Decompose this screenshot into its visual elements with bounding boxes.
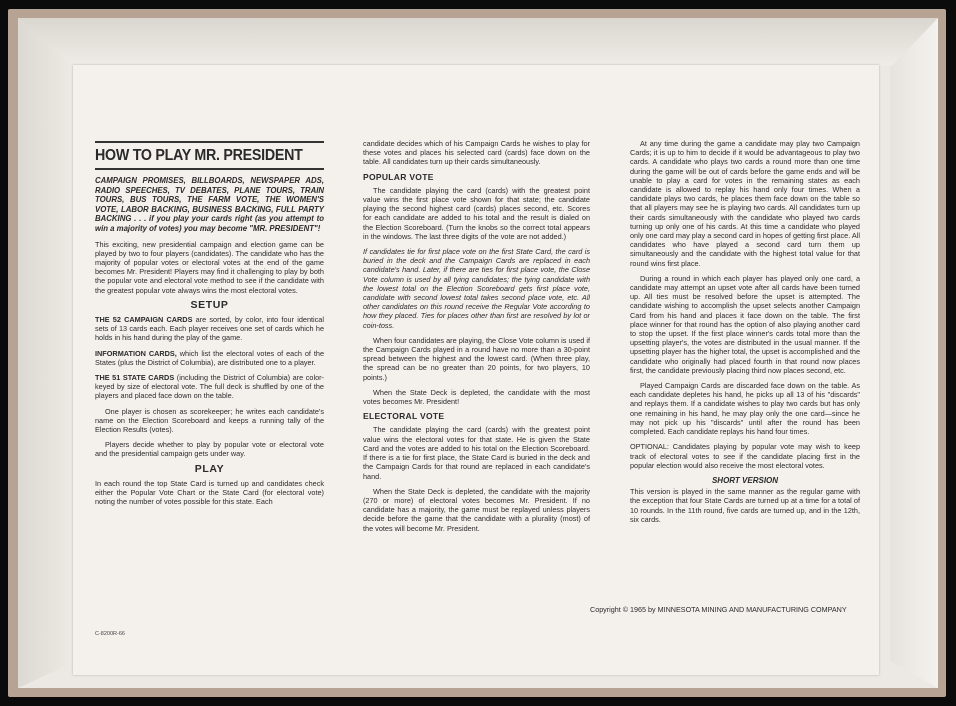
popular-vote-p2: If candidates tie for first place vote on the first State Card, the card is buried in the deck and the Campaign Cards are replaced in each candidate's hand. Later, if there are ties for first place vote, the Close Vote column is used by all tying candidates; the tying candidate with the lowest total on the Election Scoreboard gets first place vote, candidate with second lowest total takes second place vote, etc. All other candidates on this round receive the Regular Vote according to how they placed. Ties for places other than first are resolved by lot or coin-toss. [363,247,590,330]
setup-state-text: (including the District of Columbia) are color-keyed by size of electoral vote. The full deck is shuffled by one of the players and placed face down on the table. [95,373,324,401]
setup-info-text: which list the electoral votes of each of the States (plus the District of Columbia), are distributed one to a player. [95,348,325,367]
print-code: C-8200R-66 [95,631,125,637]
setup-campaign-label: THE 52 CAMPAIGN CARDS [95,314,193,324]
setup-state-cards [95,373,324,401]
column-2 [363,139,590,539]
play-heading: PLAY [194,462,225,475]
setup-scorekeeper: One player is chosen as scorekeeper; he writes each candidate's name on the Election Scoreboard and keeps a running tally of the Election Results (votes). [95,406,324,435]
electoral-vote-p2: When the State Deck is depleted, the candidate with the majority (270 or more) of electoral votes becomes Mr. President. If no candidate has a majority, the game must be replayed unless players decide before the game that the candidate with a plurality (most) of the votes will become Mr. President. [363,486,590,533]
page-title: HOW TO PLAY MR. PRESIDENT [95,147,303,164]
box-wall-left [18,18,76,688]
popular-vote-heading: POPULAR VOTE [363,171,434,182]
box-wall-top [18,18,938,66]
setup-state-label: THE 51 STATE CARDS [95,373,175,382]
electoral-vote-heading: ELECTORAL VOTE [363,411,445,422]
setup-campaign-text: are sorted, by color, into four identical sets of 13 cards each. Each player receives one set of cards which he holds in his hand during the play of the game. [95,314,324,343]
upset-vote-rule: During a round in which each player has played only one card, a candidate may attempt an upset vote after all cards have been turned up. All ties must be resolved before the upset is attempted. The candidate wishing to accomplish the upset selects another Campaign Card from his hand and places it face down on the table. The first place winner for that round has the option of also playing another card to stop the upset. If the first place winner's cards total more than the upsetting player's, the votes are distributed in the usual manner. If the upsetting player has the higher total, the upset is accomplished and the candidate who originally had placed fourth in that round now places first, the candidate previously placing third now places second, etc. [630,273,860,375]
column-3 [630,139,860,530]
rules-sheet [73,65,879,675]
title-rule-bottom [95,168,324,170]
popular-vote-p4: When the State Deck is depleted, the candidate with the most votes becomes Mr. President! [363,387,590,407]
short-version-heading: SHORT VERSION [711,475,779,485]
intro-paragraph: This exciting, new presidential campaign and election game can be played by two to four players (candidates). The candidate who has the majority of popular votes or electoral votes at the end of the game becomes Mr. President! Players may find it challenging to play by both the popular vote and electoral vote method to see if the candidate with the greatest popular vote always wins the most electoral votes. [95,239,324,295]
box-wall-right [890,18,938,688]
column-1 [95,176,324,512]
discards-rule: Played Campaign Cards are discarded face down on the table. As each candidate depletes his hand, he picks up all 13 of his "discards" and replays them. If a candidate wishes to play two cards but has only one remaining in his hand, he may play only the one card—since he may not pick up his "discards" until after the round has been completed. Each candidate replays his hand four times. [630,381,860,437]
popular-vote-p1: The candidate playing the card (cards) with the greatest point value wins the first place vote shown for that state; the candidate playing the second highest card (cards) places second, etc. Scores for each candidate are added to his total and the result is dialed on the Election Scoreboard. (Turn the knobs so the correct total appears in the windows. The last three digits of the vote are not added.) [363,185,590,241]
intro-text: CAMPAIGN PROMISES, BILLBOARDS, NEWSPAPER ADS, RADIO SPEECHES, TV DEBATES, PLANE TOURS, TRAIN TOURS, BUS TOURS, THE FARM VOTE, THE WOMEN'S VOTE, LABOR BACKING, BUSINESS BACKING, FULL PARTY BACKING . . . if you play your cards right (as you attempt to win a majority of votes) you may become "MR. PRESIDENT"! [95,176,324,233]
electoral-vote-p1: The candidate playing the card (cards) with the greatest point value wins the electoral votes for that state. He is given the State Card and the votes are added to his total on the Election Scoreboard. If there is a tie for first place, the State Card is buried in the deck and the Campaign Cards for that round are replaced in each candidate's hand. [363,425,590,481]
popular-vote-p3: When four candidates are playing, the Close Vote column is used if the Campaign Cards played in a round have no more than a 30-point spread between the highest and the lowest card. (When three play, the spread can be no greater than 20 points, for two players, 10 points.) [363,335,590,382]
two-cards-rule: At any time during the game a candidate may play two Campaign Cards; it is up to him to decide if it would be advantageous to play two cards. A candidate who plays two cards a round more than one time during the game will be out of cards before the game ends and will be unable to play a card for votes in the remaining states as each candidate is allowed to replay his hand only four times. When a candidate plays two cards, he places them face down on the table so that all players may see he is playing two cards. All candidates turn up their cards simultaneously with the candidate who played two cards turning up only one of his cards. At this time a candidate who played only one card may play a second card in hopes of getting first place. All candidates who have played a second card turn them up simultaneously and the candidate with the highest total value for that round wins first place. [630,139,860,268]
play-continued: candidate decides which of his Campaign Cards he wishes to play for these votes and places his selected card (cards) face down on the table. All candidates turn up their cards simultaneously. [363,139,590,167]
setup-info-label: INFORMATION CARDS, [95,348,177,358]
setup-heading: SETUP [190,298,229,311]
setup-campaign-cards [95,315,324,343]
copyright-notice: Copyright © 1965 by MINNESOTA MINING AND MANUFACTURING COMPANY [590,605,847,614]
title-rule-top [95,141,324,143]
setup-decide: Players decide whether to play by popular vote or electoral vote and the presidential campaign gets under way. [95,440,324,459]
optional-rule: OPTIONAL: Candidates playing by popular vote may wish to keep track of electoral votes to see if the candidate placing first in the popular election would also receive the most electoral votes. [630,442,860,470]
play-text: In each round the top State Card is turned up and candidates check either the Popular Vote Chart or the State Card (for electoral vote) noting the number of votes possible for this state. Each [95,478,324,507]
short-version-text: This version is played in the same manner as the regular game with the exception that four State Cards are turned up at a time for a total of 10 rounds. In the 11th round, five cards are turned up, and in the 12th, six cards. [630,487,860,524]
setup-information-cards [95,349,324,367]
game-box-lid-interior [18,18,938,688]
